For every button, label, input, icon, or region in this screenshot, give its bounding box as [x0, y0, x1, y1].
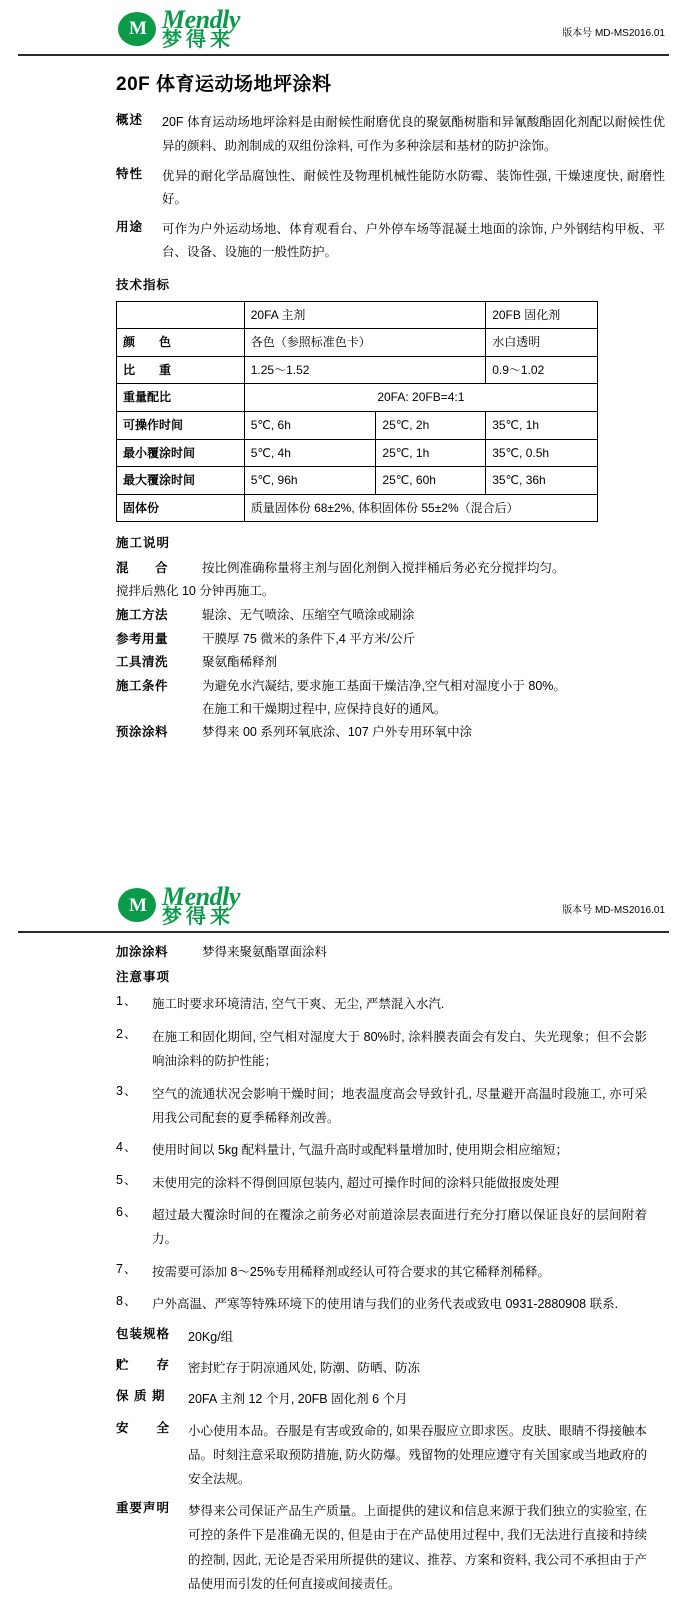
tech-specs-table — [116, 301, 598, 523]
row-value-min-recoat-2: 25℃, 1h — [376, 439, 486, 467]
row-label-ratio: 重量配比 — [117, 384, 245, 412]
spec-disclaimer-label: 重要声明 — [116, 1500, 171, 1515]
construction-title: 施工说明 — [116, 536, 171, 551]
page1-header — [0, 0, 687, 52]
note-number: 8、 — [116, 1294, 138, 1309]
list-item — [22, 1171, 665, 1195]
row-value-max-recoat-3: 35℃, 36h — [486, 467, 598, 495]
table-row — [117, 384, 598, 412]
brand-name-en: Mendly — [162, 881, 240, 911]
table-row — [117, 494, 598, 522]
page2-header — [0, 877, 687, 929]
table-row — [117, 439, 598, 467]
construction-mix-cont: 搅拌后熟化 10 分钟再施工。 — [116, 584, 275, 599]
note-number: 6、 — [116, 1205, 138, 1220]
document-page-2 — [0, 877, 687, 1613]
list-item — [22, 1292, 665, 1316]
version-label-page1: 版本号 MD-MS2016.01 — [562, 28, 665, 39]
brand-text-page2 — [162, 883, 240, 928]
construction-conditions-text: 为避免水汽凝结, 要求施工基面干燥洁净,空气相对湿度小于 80%。 — [202, 678, 566, 693]
row-value-color-b: 水白透明 — [486, 329, 598, 357]
section-overview-label: 概述 — [116, 113, 144, 128]
brand-name-cn: 梦得来 — [162, 905, 234, 928]
section-usage-label: 用途 — [116, 219, 144, 234]
row-value-max-recoat-1: 5℃, 96h — [244, 467, 376, 495]
spec-storage — [22, 1356, 665, 1380]
header-divider-page1 — [18, 54, 669, 56]
spec-packaging-label: 包装规格 — [116, 1326, 171, 1341]
note-text: 未使用完的涂料不得倒回原包装内, 超过可操作时间的涂料只能做报废处理 — [152, 1175, 559, 1190]
list-item — [22, 1138, 665, 1162]
list-item — [22, 992, 665, 1016]
page-break-gap — [0, 747, 687, 867]
row-value-pot-life-2: 25℃, 2h — [376, 411, 486, 439]
note-number: 2、 — [116, 1026, 138, 1041]
pre-coat-row — [22, 723, 665, 742]
note-number: 4、 — [116, 1140, 138, 1155]
spec-shelf-life-label: 保 质 期 — [116, 1389, 166, 1404]
table-row — [117, 411, 598, 439]
page2-content — [0, 943, 687, 1597]
row-label-min-recoat: 最小覆涂时间 — [117, 439, 245, 467]
note-number: 1、 — [116, 994, 138, 1009]
note-text: 使用时间以 5kg 配料量计, 气温升高时或配料量增加时, 使用期会相应缩短； — [152, 1143, 568, 1158]
row-label-gravity: 比 重 — [117, 356, 245, 384]
row-label-solids: 固体份 — [117, 494, 245, 522]
list-item — [22, 1260, 665, 1284]
table-header-cell-3: 20FB 固化剂 — [486, 301, 598, 329]
spec-storage-label: 贮 存 — [116, 1357, 171, 1372]
top-coat-text: 梦得来聚氨酯罩面涂料 — [202, 944, 328, 959]
row-label-pot-life: 可操作时间 — [117, 411, 245, 439]
construction-method-label: 施工方法 — [116, 608, 169, 623]
construction-coverage-label: 参考用量 — [116, 631, 169, 646]
construction-cleaning-label: 工具清洗 — [116, 655, 169, 670]
brand-text — [162, 6, 240, 51]
construction-mix-text: 按比例准确称量将主剂与固化剂倒入搅拌桶后务必充分搅拌均匀。 — [202, 560, 565, 575]
note-number: 3、 — [116, 1083, 138, 1098]
row-value-min-recoat-3: 35℃, 0.5h — [486, 439, 598, 467]
row-value-gravity-b: 0.9～1.02 — [486, 356, 598, 384]
note-number: 5、 — [116, 1172, 138, 1187]
table-header-row — [117, 301, 598, 329]
spec-safety-label: 安 全 — [116, 1420, 171, 1435]
row-value-pot-life-1: 5℃, 6h — [244, 411, 376, 439]
spec-storage-value: 密封贮存于阴凉通风处, 防潮、防晒、防冻 — [188, 1360, 420, 1375]
construction-cleaning-text: 聚氨酯稀释剂 — [202, 655, 278, 670]
page1-content — [0, 70, 687, 743]
table-header-cell-0 — [117, 301, 245, 329]
note-text: 户外高温、严寒等特殊环境下的使用请与我们的业务代表或致电 0931-2880908 联系. — [152, 1297, 619, 1312]
note-text: 按需要可添加 8～25%专用稀释剂或经认可符合要求的其它稀释剂稀释。 — [152, 1264, 550, 1279]
spec-disclaimer-value: 梦得来公司保证产品生产质量。上面提供的建议和信息来源于我们独立的实验室, 在可控的条件下是准确无误的, 但是由于在产品使用过程中, 我们无法进行直接和持续的控制, 因此, 无论是否采用所提供的建议、推荐、方案和资料, 我公司不承担由于产品使用而引发的任何直接或间接责任。 — [188, 1503, 647, 1591]
pre-coat-label: 预涂涂料 — [116, 725, 169, 740]
note-number: 7、 — [116, 1261, 138, 1276]
spec-disclaimer — [22, 1499, 665, 1597]
note-text: 施工时要求环境清洁, 空气干爽、无尘, 严禁混入水汽. — [152, 997, 445, 1012]
note-text: 在施工和固化期间, 空气相对湿度大于 80%时, 涂料膜表面会有发白、失光现象；但不会影响油涂料的防护性能； — [152, 1029, 647, 1069]
brand-logo-page2 — [118, 883, 240, 928]
brand-name-cn: 梦得来 — [162, 29, 234, 52]
construction-coverage-text: 干膜厚 75 微米的条件下,4 平方米/公斤 — [202, 631, 416, 646]
brand-logo — [118, 6, 240, 51]
row-value-max-recoat-2: 25℃, 60h — [376, 467, 486, 495]
table-row — [117, 356, 598, 384]
section-overview-text: 20F 体育运动场地坪涂料是由耐候性耐磨优良的聚氨酯树脂和异氰酸酯固化剂配以耐候性优异的颜料、助剂制成的双组份涂料, 可作为多种涂层和基材的防护涂饰。 — [162, 115, 665, 153]
list-item — [22, 1082, 665, 1131]
logo-mark-icon: M — [118, 12, 156, 46]
table-header-cell-1: 20FA 主剂 — [244, 301, 485, 329]
list-item — [22, 1203, 665, 1252]
construction-coverage — [22, 630, 665, 649]
notes-title: 注意事项 — [116, 970, 171, 985]
spec-safety — [22, 1419, 665, 1492]
tech-specs-title: 技术指标 — [116, 278, 171, 293]
note-text: 超过最大覆涂时间的在覆涂之前务必对前道涂层表面进行充分打磨以保证良好的层间附着力。 — [152, 1208, 647, 1247]
logo-mark-icon: M — [118, 888, 156, 922]
list-item — [22, 1025, 665, 1074]
row-label-max-recoat: 最大覆涂时间 — [117, 467, 245, 495]
construction-method — [22, 606, 665, 625]
section-overview — [22, 111, 665, 157]
row-value-color-a: 各色（参照标准色卡） — [244, 329, 485, 357]
row-value-gravity-a: 1.25～1.52 — [244, 356, 485, 384]
construction-method-text: 辊涂、无气喷涂、压缩空气喷涂或刷涂 — [202, 608, 415, 623]
spec-safety-value: 小心使用本品。吞服是有害或致命的, 如果吞服应立即求医。皮肤、眼睛不得接触本品。时刻注意采取预防措施, 防火防爆。残留物的处理应遵守有关国家或当地政府的安全法规。 — [188, 1423, 647, 1487]
spec-packaging — [22, 1325, 665, 1349]
section-features-label: 特性 — [116, 166, 144, 181]
table-row — [117, 329, 598, 357]
construction-conditions — [22, 677, 665, 696]
header-divider-page2 — [18, 931, 669, 933]
construction-conditions-cont: 在施工和干燥期过程中, 应保持良好的通风。 — [202, 701, 447, 716]
spec-shelf-life-value: 20FA 主剂 12 个月, 20FB 固化剂 6 个月 — [188, 1392, 408, 1407]
spec-shelf-life — [22, 1387, 665, 1411]
note-text: 空气的流通状况会影响干燥时间；地表温度高会导致针孔, 尽量避开高温时段施工, 亦可采用我公司配套的夏季稀释剂改善。 — [152, 1086, 647, 1125]
row-value-ratio: 20FA: 20FB=4:1 — [244, 384, 597, 412]
row-value-min-recoat-1: 5℃, 4h — [244, 439, 376, 467]
section-features-text: 优异的耐化学品腐蚀性、耐候性及物理机械性能防水防霉、装饰性强, 干燥速度快, 耐磨性好。 — [162, 168, 665, 206]
version-label-page2: 版本号 MD-MS2016.01 — [562, 904, 665, 916]
construction-conditions-label: 施工条件 — [116, 678, 169, 693]
pre-coat-text: 梦得来 00 系列环氧底涂、107 户外专用环氧中涂 — [202, 725, 473, 740]
construction-mix — [22, 559, 665, 578]
row-value-pot-life-3: 35℃, 1h — [486, 411, 598, 439]
top-coat-label: 加涂涂料 — [116, 944, 169, 959]
row-label-color: 颜 色 — [117, 329, 245, 357]
top-coat-row — [22, 943, 665, 962]
spec-packaging-value: 20Kg/组 — [188, 1329, 234, 1344]
section-usage — [22, 218, 665, 264]
row-value-solids: 质量固体份 68±2%, 体积固体份 55±2%（混合后） — [244, 494, 597, 522]
section-features — [22, 165, 665, 211]
brand-name-en: Mendly — [162, 5, 240, 34]
construction-mix-label: 混 合 — [116, 560, 169, 575]
section-usage-text: 可作为户外运动场地、体育观看台、户外停车场等混凝土地面的涂饰, 户外钢结构甲板、平台、设备、设施的一般性防护。 — [162, 221, 665, 260]
page-title: 20F 体育运动场地坪涂料 — [116, 74, 332, 95]
table-row — [117, 467, 598, 495]
construction-cleaning — [22, 653, 665, 672]
